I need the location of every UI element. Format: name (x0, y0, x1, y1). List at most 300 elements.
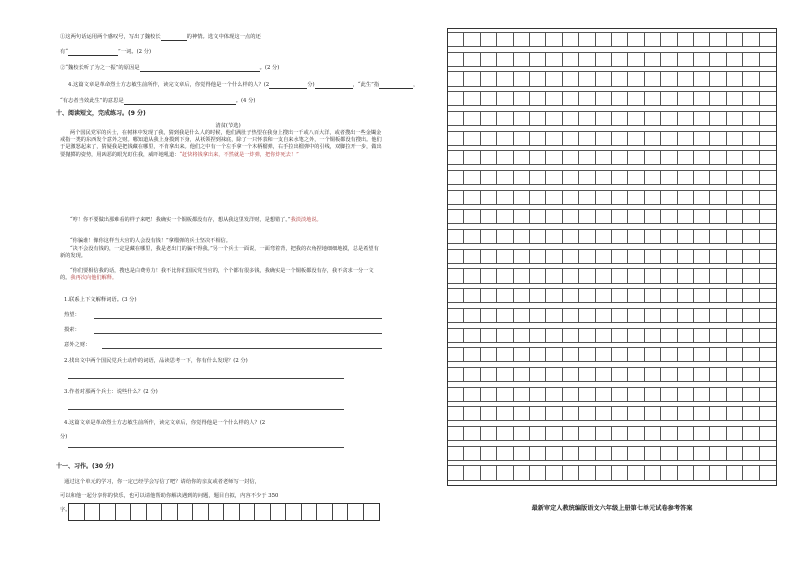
grid-cell[interactable] (661, 111, 677, 126)
grid-cell[interactable] (694, 111, 710, 126)
grid-cell[interactable] (514, 288, 530, 303)
grid-cell[interactable] (464, 52, 480, 67)
grid-cell[interactable] (694, 91, 710, 106)
grid-cell[interactable] (743, 465, 759, 480)
grid-cell[interactable] (727, 328, 743, 343)
grid-cell[interactable] (579, 268, 595, 283)
grid-cell[interactable] (710, 367, 726, 382)
grid-cell[interactable] (546, 111, 562, 126)
grid-cell[interactable] (497, 170, 513, 185)
grid-cell[interactable] (694, 426, 710, 441)
grid-cell[interactable] (678, 268, 694, 283)
grid-cell[interactable] (546, 229, 562, 244)
grid-cell[interactable] (596, 387, 612, 402)
grid-cell[interactable] (514, 150, 530, 165)
grid-cell[interactable] (694, 308, 710, 323)
grid-cell[interactable] (612, 387, 628, 402)
grid-cell[interactable] (760, 347, 776, 362)
grid-cell[interactable] (743, 32, 759, 47)
grid-cell[interactable] (563, 131, 579, 146)
answer-blank[interactable] (68, 49, 118, 56)
grid-cell[interactable] (661, 190, 677, 205)
grid-cell[interactable] (760, 150, 776, 165)
grid-cell[interactable] (760, 111, 776, 126)
grid-cell[interactable] (743, 249, 759, 264)
grid-cell[interactable] (694, 288, 710, 303)
grid-cell[interactable] (481, 150, 497, 165)
grid-cell[interactable] (760, 91, 776, 106)
grid-cell[interactable] (530, 91, 546, 106)
grid-cell[interactable] (612, 288, 628, 303)
grid-cell[interactable] (710, 111, 726, 126)
grid-cell[interactable] (694, 150, 710, 165)
grid-cell[interactable] (661, 52, 677, 67)
grid-cell[interactable] (464, 170, 480, 185)
grid-cell[interactable] (596, 229, 612, 244)
grid-cell[interactable] (645, 268, 661, 283)
grid-cell[interactable] (678, 190, 694, 205)
grid-cell[interactable] (678, 249, 694, 264)
grid-cell[interactable] (596, 150, 612, 165)
grid-cell[interactable] (743, 71, 759, 86)
grid-cell[interactable] (645, 328, 661, 343)
grid-cell[interactable] (645, 229, 661, 244)
grid-cell[interactable] (661, 71, 677, 86)
grid-cell[interactable] (612, 249, 628, 264)
grid-cell[interactable] (694, 347, 710, 362)
grid-cell[interactable] (546, 32, 562, 47)
grid-cell[interactable] (530, 249, 546, 264)
grid-cell[interactable] (448, 71, 464, 86)
grid-cell[interactable] (546, 446, 562, 461)
grid-cell[interactable] (710, 446, 726, 461)
grid-cell[interactable] (612, 91, 628, 106)
grid-cell[interactable] (678, 131, 694, 146)
answer-blank[interactable] (124, 98, 236, 105)
grid-cell[interactable] (563, 111, 579, 126)
grid-cell[interactable] (514, 32, 530, 47)
grid-cell[interactable] (530, 367, 546, 382)
grid-cell[interactable] (661, 465, 677, 480)
grid-cell[interactable] (678, 209, 694, 224)
grid-cell[interactable] (678, 229, 694, 244)
grid-cell[interactable] (464, 71, 480, 86)
grid-cell[interactable] (628, 268, 644, 283)
grid-cell[interactable] (612, 190, 628, 205)
grid-cell[interactable] (661, 229, 677, 244)
grid-cell[interactable] (546, 367, 562, 382)
grid-cell[interactable] (481, 465, 497, 480)
grid-cell[interactable] (530, 328, 546, 343)
grid-cell[interactable] (694, 71, 710, 86)
grid-cell[interactable] (678, 91, 694, 106)
grid-cell[interactable] (448, 347, 464, 362)
answer-blank[interactable] (269, 82, 307, 89)
grid-cell[interactable] (678, 406, 694, 421)
grid-cell[interactable] (464, 288, 480, 303)
grid-cell[interactable] (661, 209, 677, 224)
grid-cell[interactable] (694, 249, 710, 264)
grid-cell[interactable] (448, 131, 464, 146)
grid-cell[interactable] (546, 150, 562, 165)
grid-cell[interactable] (481, 308, 497, 323)
grid-cell[interactable] (645, 426, 661, 441)
grid-cell[interactable] (710, 387, 726, 402)
grid-cell[interactable] (481, 406, 497, 421)
grid-cell[interactable] (546, 328, 562, 343)
grid-cell[interactable] (596, 209, 612, 224)
grid-cell[interactable] (596, 190, 612, 205)
grid-cell[interactable] (694, 131, 710, 146)
grid-cell[interactable] (743, 406, 759, 421)
grid-cell[interactable] (514, 308, 530, 323)
grid-cell[interactable] (481, 91, 497, 106)
grid-cell[interactable] (710, 426, 726, 441)
grid-cell[interactable] (464, 387, 480, 402)
grid-cell[interactable] (563, 308, 579, 323)
grid-cell[interactable] (464, 111, 480, 126)
grid-cell[interactable] (596, 406, 612, 421)
grid-cell[interactable] (481, 249, 497, 264)
grid-cell[interactable] (727, 446, 743, 461)
grid-cell[interactable] (448, 229, 464, 244)
grid-cell[interactable] (464, 249, 480, 264)
grid-cell[interactable] (481, 288, 497, 303)
grid-cell[interactable] (710, 190, 726, 205)
grid-cell[interactable] (497, 32, 513, 47)
grid-cell[interactable] (546, 170, 562, 185)
answer-line[interactable] (94, 318, 382, 319)
grid-cell[interactable] (497, 249, 513, 264)
answer-blank[interactable] (379, 82, 413, 89)
grid-cell[interactable] (579, 288, 595, 303)
grid-cell[interactable] (563, 268, 579, 283)
grid-cell[interactable] (645, 150, 661, 165)
grid-cell[interactable] (678, 111, 694, 126)
grid-cell[interactable] (743, 387, 759, 402)
grid-cell[interactable] (464, 367, 480, 382)
grid-cell[interactable] (497, 426, 513, 441)
grid-cell[interactable] (464, 229, 480, 244)
grid-cell[interactable] (727, 249, 743, 264)
grid-cell[interactable] (596, 249, 612, 264)
grid-cell[interactable] (727, 131, 743, 146)
grid-cell[interactable] (514, 71, 530, 86)
grid-cell[interactable] (497, 268, 513, 283)
grid-cell[interactable] (448, 406, 464, 421)
grid-cell[interactable] (364, 504, 380, 520)
grid-cell[interactable] (546, 190, 562, 205)
grid-cell[interactable] (546, 131, 562, 146)
grid-cell[interactable] (530, 71, 546, 86)
grid-cell[interactable] (464, 190, 480, 205)
grid-cell[interactable] (100, 504, 116, 520)
grid-cell[interactable] (596, 71, 612, 86)
grid-cell[interactable] (596, 367, 612, 382)
grid-cell[interactable] (628, 446, 644, 461)
grid-cell[interactable] (645, 209, 661, 224)
grid-cell[interactable] (678, 347, 694, 362)
grid-cell[interactable] (448, 387, 464, 402)
grid-cell[interactable] (448, 288, 464, 303)
grid-cell[interactable] (743, 131, 759, 146)
grid-cell[interactable] (530, 426, 546, 441)
grid-cell[interactable] (448, 170, 464, 185)
grid-cell[interactable] (678, 170, 694, 185)
grid-cell[interactable] (743, 328, 759, 343)
grid-cell[interactable] (579, 71, 595, 86)
grid-cell[interactable] (645, 406, 661, 421)
grid-cell[interactable] (678, 387, 694, 402)
answer-grid[interactable] (447, 28, 777, 486)
grid-cell[interactable] (628, 209, 644, 224)
grid-cell[interactable] (661, 91, 677, 106)
grid-cell[interactable] (131, 504, 147, 520)
grid-cell[interactable] (193, 504, 209, 520)
grid-cell[interactable] (694, 406, 710, 421)
grid-cell[interactable] (596, 91, 612, 106)
grid-cell[interactable] (481, 52, 497, 67)
grid-cell[interactable] (481, 268, 497, 283)
grid-cell[interactable] (612, 32, 628, 47)
grid-cell[interactable] (710, 347, 726, 362)
grid-cell[interactable] (661, 426, 677, 441)
grid-cell[interactable] (514, 190, 530, 205)
grid-cell[interactable] (497, 367, 513, 382)
grid-cell[interactable] (628, 229, 644, 244)
grid-cell[interactable] (514, 111, 530, 126)
grid-cell[interactable] (497, 229, 513, 244)
grid-cell[interactable] (760, 288, 776, 303)
grid-cell[interactable] (546, 91, 562, 106)
grid-cell[interactable] (628, 387, 644, 402)
grid-cell[interactable] (464, 91, 480, 106)
grid-cell[interactable] (760, 52, 776, 67)
grid-cell[interactable] (514, 52, 530, 67)
grid-cell[interactable] (645, 387, 661, 402)
grid-cell[interactable] (661, 131, 677, 146)
grid-cell[interactable] (727, 150, 743, 165)
grid-cell[interactable] (530, 268, 546, 283)
grid-cell[interactable] (546, 347, 562, 362)
grid-cell[interactable] (661, 268, 677, 283)
grid-cell[interactable] (579, 52, 595, 67)
grid-cell[interactable] (760, 328, 776, 343)
grid-cell[interactable] (661, 249, 677, 264)
grid-cell[interactable] (760, 426, 776, 441)
grid-cell[interactable] (563, 150, 579, 165)
grid-cell[interactable] (743, 170, 759, 185)
grid-cell[interactable] (514, 170, 530, 185)
grid-cell[interactable] (743, 150, 759, 165)
grid-cell[interactable] (710, 308, 726, 323)
grid-cell[interactable] (694, 209, 710, 224)
grid-cell[interactable] (579, 229, 595, 244)
grid-cell[interactable] (481, 229, 497, 244)
grid-cell[interactable] (530, 32, 546, 47)
grid-cell[interactable] (497, 52, 513, 67)
grid-cell[interactable] (530, 288, 546, 303)
grid-cell[interactable] (628, 52, 644, 67)
grid-cell[interactable] (563, 367, 579, 382)
grid-cell[interactable] (612, 71, 628, 86)
grid-cell[interactable] (628, 170, 644, 185)
grid-cell[interactable] (727, 308, 743, 323)
grid-cell[interactable] (694, 328, 710, 343)
grid-cell[interactable] (69, 504, 85, 520)
grid-cell[interactable] (497, 406, 513, 421)
grid-cell[interactable] (612, 150, 628, 165)
grid-cell[interactable] (497, 91, 513, 106)
grid-cell[interactable] (612, 308, 628, 323)
grid-cell[interactable] (727, 465, 743, 480)
grid-cell[interactable] (612, 426, 628, 441)
answer-blank[interactable] (140, 65, 260, 72)
grid-cell[interactable] (760, 367, 776, 382)
grid-cell[interactable] (678, 52, 694, 67)
grid-cell[interactable] (497, 209, 513, 224)
grid-cell[interactable] (760, 249, 776, 264)
grid-cell[interactable] (464, 32, 480, 47)
grid-cell[interactable] (497, 71, 513, 86)
grid-cell[interactable] (481, 111, 497, 126)
grid-cell[interactable] (743, 268, 759, 283)
grid-cell[interactable] (645, 91, 661, 106)
grid-cell[interactable] (579, 387, 595, 402)
grid-cell[interactable] (710, 170, 726, 185)
grid-cell[interactable] (448, 367, 464, 382)
grid-cell[interactable] (530, 111, 546, 126)
grid-cell[interactable] (481, 446, 497, 461)
grid-cell[interactable] (481, 426, 497, 441)
grid-cell[interactable] (612, 367, 628, 382)
grid-cell[interactable] (710, 71, 726, 86)
grid-cell[interactable] (579, 446, 595, 461)
grid-cell[interactable] (710, 406, 726, 421)
grid-cell[interactable] (612, 131, 628, 146)
grid-cell[interactable] (743, 446, 759, 461)
grid-cell[interactable] (694, 170, 710, 185)
grid-cell[interactable] (563, 32, 579, 47)
grid-cell[interactable] (661, 288, 677, 303)
grid-cell[interactable] (678, 71, 694, 86)
grid-cell[interactable] (514, 426, 530, 441)
grid-cell[interactable] (596, 328, 612, 343)
grid-cell[interactable] (448, 426, 464, 441)
grid-cell[interactable] (727, 52, 743, 67)
grid-cell[interactable] (596, 465, 612, 480)
grid-cell[interactable] (645, 249, 661, 264)
grid-cell[interactable] (448, 150, 464, 165)
grid-cell[interactable] (563, 229, 579, 244)
grid-cell[interactable] (743, 91, 759, 106)
grid-cell[interactable] (743, 209, 759, 224)
grid-cell[interactable] (760, 190, 776, 205)
grid-cell[interactable] (710, 131, 726, 146)
grid-cell[interactable] (760, 406, 776, 421)
grid-cell[interactable] (710, 91, 726, 106)
grid-cell[interactable] (710, 288, 726, 303)
grid-cell[interactable] (546, 308, 562, 323)
grid-cell[interactable] (497, 328, 513, 343)
grid-cell[interactable] (661, 387, 677, 402)
grid-cell[interactable] (645, 465, 661, 480)
grid-cell[interactable] (546, 387, 562, 402)
grid-cell[interactable] (645, 111, 661, 126)
grid-cell[interactable] (497, 131, 513, 146)
grid-cell[interactable] (497, 288, 513, 303)
grid-cell[interactable] (628, 111, 644, 126)
grid-cell[interactable] (563, 288, 579, 303)
grid-cell[interactable] (710, 32, 726, 47)
grid-cell[interactable] (481, 367, 497, 382)
grid-cell[interactable] (464, 406, 480, 421)
grid-cell[interactable] (727, 347, 743, 362)
grid-cell[interactable] (514, 249, 530, 264)
grid-cell[interactable] (546, 465, 562, 480)
grid-cell[interactable] (497, 347, 513, 362)
grid-cell[interactable] (464, 209, 480, 224)
grid-cell[interactable] (579, 426, 595, 441)
grid-cell[interactable] (678, 308, 694, 323)
grid-cell[interactable] (678, 288, 694, 303)
grid-cell[interactable] (628, 288, 644, 303)
grid-cell[interactable] (743, 308, 759, 323)
grid-cell[interactable] (612, 111, 628, 126)
grid-cell[interactable] (464, 347, 480, 362)
grid-cell[interactable] (727, 190, 743, 205)
grid-cell[interactable] (209, 504, 225, 520)
answer-line[interactable] (68, 409, 344, 410)
grid-cell[interactable] (612, 268, 628, 283)
grid-cell[interactable] (628, 131, 644, 146)
grid-cell[interactable] (661, 347, 677, 362)
grid-cell[interactable] (85, 504, 101, 520)
grid-cell[interactable] (743, 190, 759, 205)
grid-cell[interactable] (563, 209, 579, 224)
grid-cell[interactable] (727, 406, 743, 421)
grid-cell[interactable] (481, 71, 497, 86)
grid-cell[interactable] (661, 150, 677, 165)
grid-cell[interactable] (710, 268, 726, 283)
grid-cell[interactable] (448, 190, 464, 205)
grid-cell[interactable] (579, 406, 595, 421)
grid-cell[interactable] (530, 446, 546, 461)
grid-cell[interactable] (727, 71, 743, 86)
grid-cell[interactable] (760, 71, 776, 86)
grid-cell[interactable] (530, 465, 546, 480)
grid-cell[interactable] (645, 170, 661, 185)
grid-cell[interactable] (481, 32, 497, 47)
grid-cell[interactable] (240, 504, 256, 520)
grid-cell[interactable] (727, 209, 743, 224)
grid-cell[interactable] (678, 367, 694, 382)
grid-cell[interactable] (694, 387, 710, 402)
grid-cell[interactable] (481, 328, 497, 343)
grid-cell[interactable] (596, 426, 612, 441)
grid-cell[interactable] (628, 91, 644, 106)
grid-cell[interactable] (530, 347, 546, 362)
grid-cell[interactable] (514, 91, 530, 106)
grid-cell[interactable] (645, 71, 661, 86)
grid-cell[interactable] (579, 32, 595, 47)
grid-cell[interactable] (546, 249, 562, 264)
grid-cell[interactable] (255, 504, 271, 520)
grid-cell[interactable] (116, 504, 132, 520)
grid-cell[interactable] (596, 111, 612, 126)
grid-cell[interactable] (596, 288, 612, 303)
grid-cell[interactable] (628, 32, 644, 47)
